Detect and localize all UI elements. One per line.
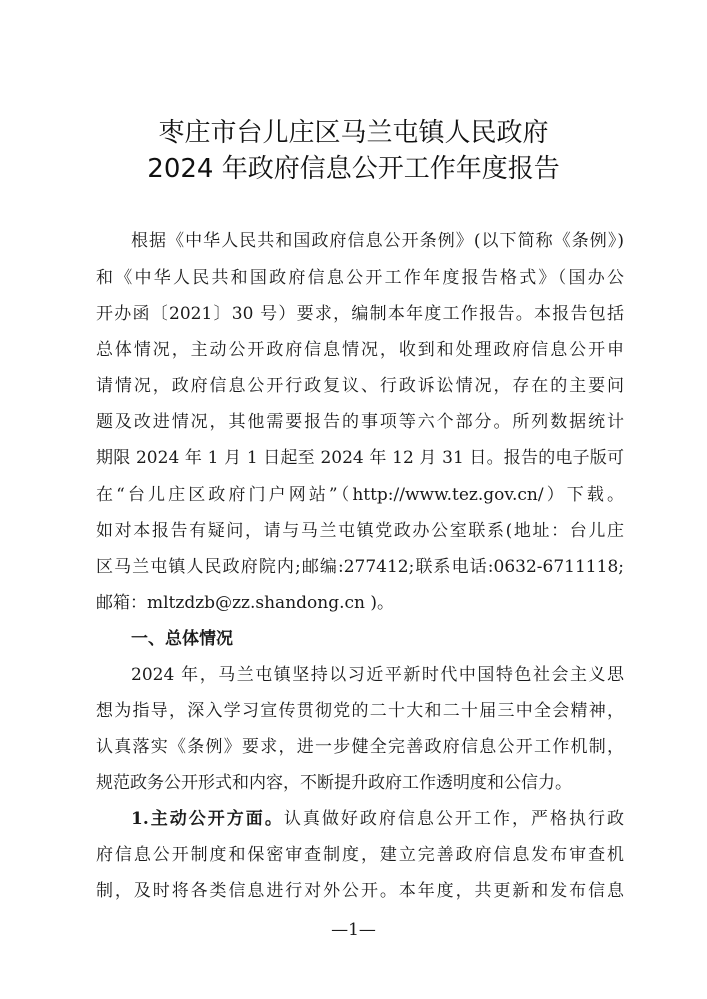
intro-line: 如对本报告有疑问，请与马兰屯镇党政办公室联系(地址：台儿庄 bbox=[96, 521, 624, 541]
item1-first-text: 认真做好政府信息公开工作，严格执行政 bbox=[283, 809, 624, 829]
intro-line: 在“台儿庄区政府门户网站”（http://www.tez.gov.cn/）下载。 bbox=[96, 485, 624, 505]
intro-line: 根据《中华人民共和国政府信息公开条例》(以下简称《条例》) bbox=[131, 231, 624, 251]
item1-line: 制，及时将各类信息进行对外公开。本年度，共更新和发布信息 bbox=[96, 881, 624, 901]
item1-line: 府信息公开制度和保密审查制度，建立完善政府信息发布审查机 bbox=[96, 845, 624, 865]
document-title-line2: 2024 年政府信息公开工作年度报告 bbox=[147, 154, 560, 184]
section1-line: 规范政务公开形式和内容，不断提升政府工作透明度和公信力。 bbox=[96, 773, 572, 793]
intro-line: 总体情况，主动公开政府信息情况，收到和处理政府信息公开申 bbox=[96, 340, 624, 360]
intro-line: 题及改进情况，其他需要报告的事项等六个部分。所列数据统计 bbox=[96, 412, 624, 432]
intro-line: 和《中华人民共和国政府信息公开工作年度报告格式》（国办公 bbox=[96, 268, 624, 288]
intro-line: 区马兰屯镇人民政府院内;邮编:277412;联系电话:0632-6711118; bbox=[96, 557, 624, 577]
section1-line: 2024 年，马兰屯镇坚持以习近平新时代中国特色社会主义思 bbox=[131, 665, 624, 685]
intro-line: 请情况，政府信息公开行政复议、行政诉讼情况，存在的主要问 bbox=[96, 376, 624, 396]
document-title-line1: 枣庄市台儿庄区马兰屯镇人民政府 bbox=[158, 118, 549, 148]
page-number: —1— bbox=[331, 920, 376, 940]
intro-line: 期限 2024 年 1 月 1 日起至 2024 年 12 月 31 日。报告的电子版可 bbox=[96, 448, 624, 468]
section1-line: 想为指导，深入学习宣传贯彻党的二十大和二十届三中全会精神， bbox=[96, 701, 624, 721]
intro-line: 开办函〔2021〕30 号）要求，编制本年度工作报告。本报告包括 bbox=[96, 304, 624, 324]
intro-line: 邮箱：mltzdzb@zz.shandong.cn )。 bbox=[96, 593, 394, 613]
section1-line: 认真落实《条例》要求，进一步健全完善政府信息公开工作机制， bbox=[96, 737, 624, 757]
item1-label: 1.主动公开方面。 bbox=[131, 809, 284, 829]
item1-first-line bbox=[131, 808, 624, 830]
section-heading: 一、总体情况 bbox=[131, 629, 233, 649]
